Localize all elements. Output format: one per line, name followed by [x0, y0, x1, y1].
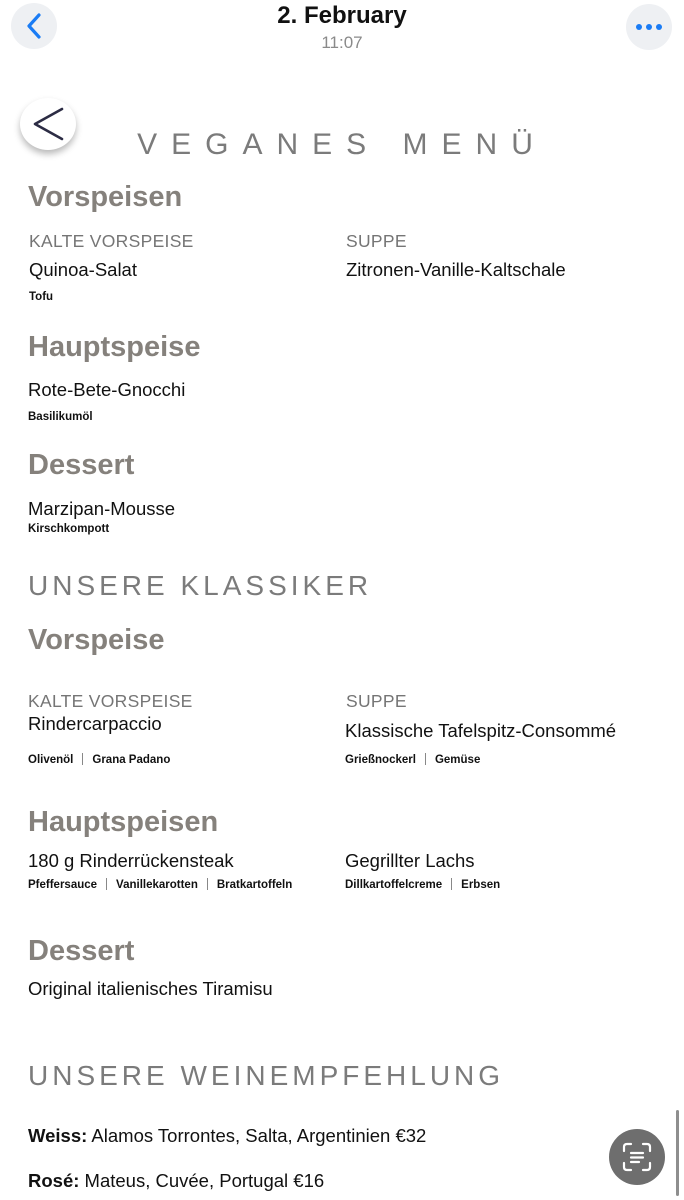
divider — [451, 878, 452, 890]
dish-side: Tofu — [29, 291, 54, 303]
divider — [106, 878, 107, 890]
top-navigation-bar — [0, 0, 684, 60]
dish-side: Vanillekarotten — [116, 879, 198, 891]
section-heading-vorspeisen: Vorspeisen — [28, 181, 183, 213]
live-text-button[interactable] — [609, 1129, 665, 1185]
divider — [207, 878, 208, 890]
category-kalte-vorspeise: KALTE VORSPEISE — [29, 231, 194, 251]
section-heading-hauptspeise: Hauptspeise — [28, 331, 201, 363]
dish-zitronen-kaltschale: Zitronen-Vanille-Kaltschale — [346, 259, 566, 280]
nav-title: 2. February — [277, 2, 407, 29]
section-heading-dessert: Dessert — [28, 449, 135, 481]
dish-side: Pfeffersauce — [28, 879, 98, 891]
wine-item — [28, 1125, 426, 1147]
dish-side: Grießnockerl — [345, 754, 416, 766]
dish-quinoa-salat: Quinoa-Salat — [29, 259, 137, 280]
dish-side: Kirschkompott — [28, 523, 110, 535]
dish-tiramisu: Original italienisches Tiramisu — [28, 978, 273, 999]
dish-tafelspitz-consomme: Klassische Tafelspitz-Consommé — [345, 720, 617, 741]
dish-rindercarpaccio: Rindercarpaccio — [28, 713, 162, 734]
category-suppe: SUPPE — [346, 231, 407, 251]
dish-rote-bete-gnocchi: Rote-Bete-Gnocchi — [28, 379, 186, 400]
dish-sides — [28, 878, 292, 891]
wine-text: Mateus, Cuvée, Portugal €16 — [84, 1170, 325, 1191]
dish-side: Basilikumöl — [28, 411, 93, 423]
more-button[interactable] — [626, 4, 672, 50]
dish-rinderrueckensteak: 180 g Rinderrückensteak — [28, 850, 234, 871]
dish-marzipan-mousse: Marzipan-Mousse — [28, 498, 176, 519]
category-kalte-vorspeise: KALTE VORSPEISE — [28, 691, 193, 711]
wine-text: Alamos Torrontes, Salta, Argentinien €32 — [91, 1125, 427, 1146]
dish-side: Grana Padano — [92, 754, 171, 766]
dish-side: Erbsen — [461, 879, 501, 891]
menu-title: VEGANES MENÜ — [137, 128, 547, 161]
dish-side: Gemüse — [434, 754, 481, 766]
section-heading-hauptspeisen: Hauptspeisen — [28, 806, 219, 838]
divider — [425, 753, 426, 765]
category-suppe: SUPPE — [346, 691, 407, 711]
wine-label: Rosé: — [28, 1170, 80, 1191]
wein-title: UNSERE WEINEMPFEHLUNG — [28, 1060, 505, 1091]
dish-side: Olivenöl — [28, 754, 74, 766]
nav-time: 11:07 — [321, 33, 363, 52]
dish-gegrillter-lachs: Gegrillter Lachs — [345, 850, 475, 871]
dish-sides — [345, 753, 480, 766]
wine-item — [28, 1170, 324, 1192]
dish-sides — [345, 878, 500, 891]
dish-sides — [28, 753, 170, 766]
scrollbar[interactable] — [676, 1110, 679, 1196]
divider — [82, 753, 83, 765]
section-heading-dessert: Dessert — [28, 935, 135, 967]
wine-label: Weiss: — [28, 1125, 88, 1146]
dish-side: Dillkartoffelcreme — [345, 879, 443, 891]
klassiker-title: UNSERE KLASSIKER — [28, 570, 373, 601]
dish-side: Bratkartoffeln — [216, 879, 293, 891]
live-text-icon — [622, 1142, 652, 1172]
section-heading-vorspeise: Vorspeise — [28, 624, 165, 656]
ellipsis-icon — [635, 23, 663, 31]
